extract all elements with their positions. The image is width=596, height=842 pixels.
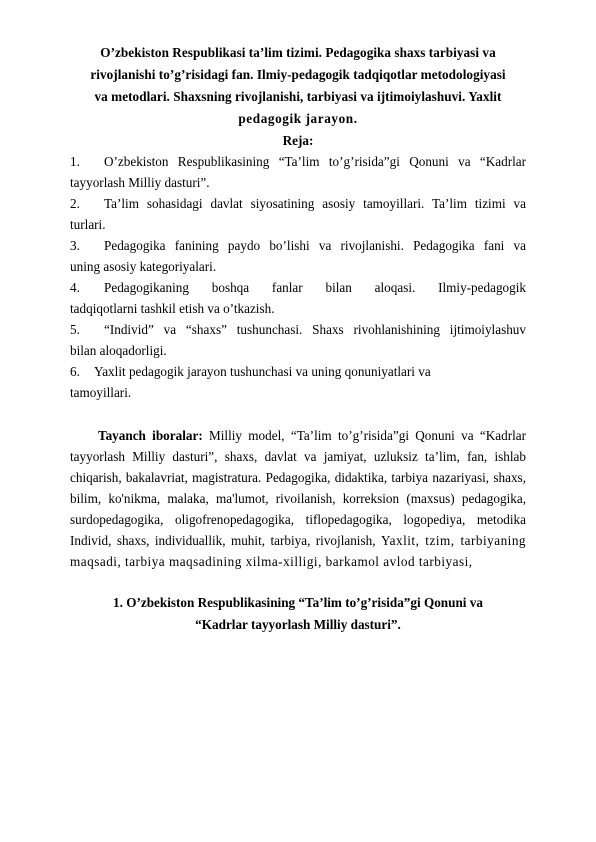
plan-item xyxy=(70,361,526,403)
plan-item xyxy=(70,193,526,235)
plan-item-continuation: tamoyillari. xyxy=(70,385,132,400)
plan-item-number: 2. xyxy=(70,196,80,211)
plan-item xyxy=(70,277,526,319)
plan-item-number: 1. xyxy=(70,154,80,169)
plan-item-text: O’zbekiston Respublikasining “Ta’lim to’g’risida”gi Qonuni va “Kadrlar xyxy=(104,154,526,169)
title-line: va metodlari. Shaxsning rivojlanishi, tarbiyasi va ijtimoiylashuvi. Yaxlit xyxy=(94,89,502,104)
plan-item-text: Ta’lim sohasidagi davlat siyosatining asosiy tamoyillari. Ta’lim tizimi va xyxy=(104,196,526,211)
plan-item-number: 3. xyxy=(70,238,80,253)
plan-item-continuation: tadqiqotlarni tashkil etish va o’tkazish. xyxy=(70,301,275,316)
plan-item xyxy=(70,319,526,361)
keywords-paragraph xyxy=(70,425,526,572)
plan-item-text: Pedagogikaning boshqa fanlar bilan aloqasi. Ilmiy-pedagogik xyxy=(104,280,526,295)
plan-list xyxy=(70,151,526,403)
section-heading xyxy=(70,592,526,636)
section-heading-line: 1. O’zbekiston Respublikasining “Ta’lim to’g’risida”gi Qonuni va xyxy=(113,595,483,610)
plan-item-text: Yaxlit pedagogik jarayon tushunchasi va uning qonuniyatlari va xyxy=(94,364,431,379)
keywords-tail: Yaxlit, tzim, tarbiyaning maqsadi, tarbiya maqsadining xilma-xilligi, barkamol avlod tarbiyasi, xyxy=(70,533,527,569)
plan-item-continuation: tayyorlash Milliy dasturi”. xyxy=(70,175,210,190)
title-line: O’zbekiston Respublikasi ta’lim tizimi. Pedagogika shaxs tarbiyasi va xyxy=(100,45,496,60)
plan-item-number: 4. xyxy=(70,280,80,295)
plan-item xyxy=(70,151,526,193)
plan-item-number: 6. xyxy=(70,364,80,379)
plan-item-continuation: bilan aloqadorligi. xyxy=(70,343,167,358)
plan-item-number: 5. xyxy=(70,322,80,337)
plan-item xyxy=(70,235,526,277)
plan-item-text: “Individ” va “shaxs” tushunchasi. Shaxs rivohlanishining ijtimoiylashuv xyxy=(104,322,526,337)
title-line: rivojlanishi to’g’risidagi fan. Ilmiy-pedagogik tadqiqotlar metodologiyasi xyxy=(90,67,506,82)
title-line: pedagogik jarayon. xyxy=(238,111,358,126)
keywords-text: Milliy model, “Ta’lim to’g’risida”gi Qonuni va “Kadrlar tayyorlash Milliy dasturi”, shaxs, davlat va jamiyat, uzluksiz ta’lim, fan, ishlab chiqarish, bakalavriat, magistratura. Pedagogika, didaktika, tarbiya nazariyasi, shaxs, bilim, ko'nikma, malaka, ma'lumot, rivoilanish, korreksion (maxsus) pedagogika, surdopedagogika, oligofrenopedagogika, tiflopedagogika, logopediya, metodika Individ, shaxs, individuallik, muhit, tarbiya, rivojlanish, xyxy=(70,428,527,548)
plan-heading: Reja: xyxy=(282,133,314,148)
keywords-label: Tayanch iboralar: xyxy=(98,428,203,443)
plan-item-continuation: uning asosiy kategoriyalari. xyxy=(70,259,217,274)
section-heading-line: “Kadrlar tayyorlash Milliy dasturi”. xyxy=(195,617,401,632)
document-title xyxy=(70,42,526,130)
plan-item-text: Pedagogika fanining paydo bo’lishi va rivojlanishi. Pedagogika fani va xyxy=(104,238,526,253)
plan-item-continuation: turlari. xyxy=(70,217,106,232)
